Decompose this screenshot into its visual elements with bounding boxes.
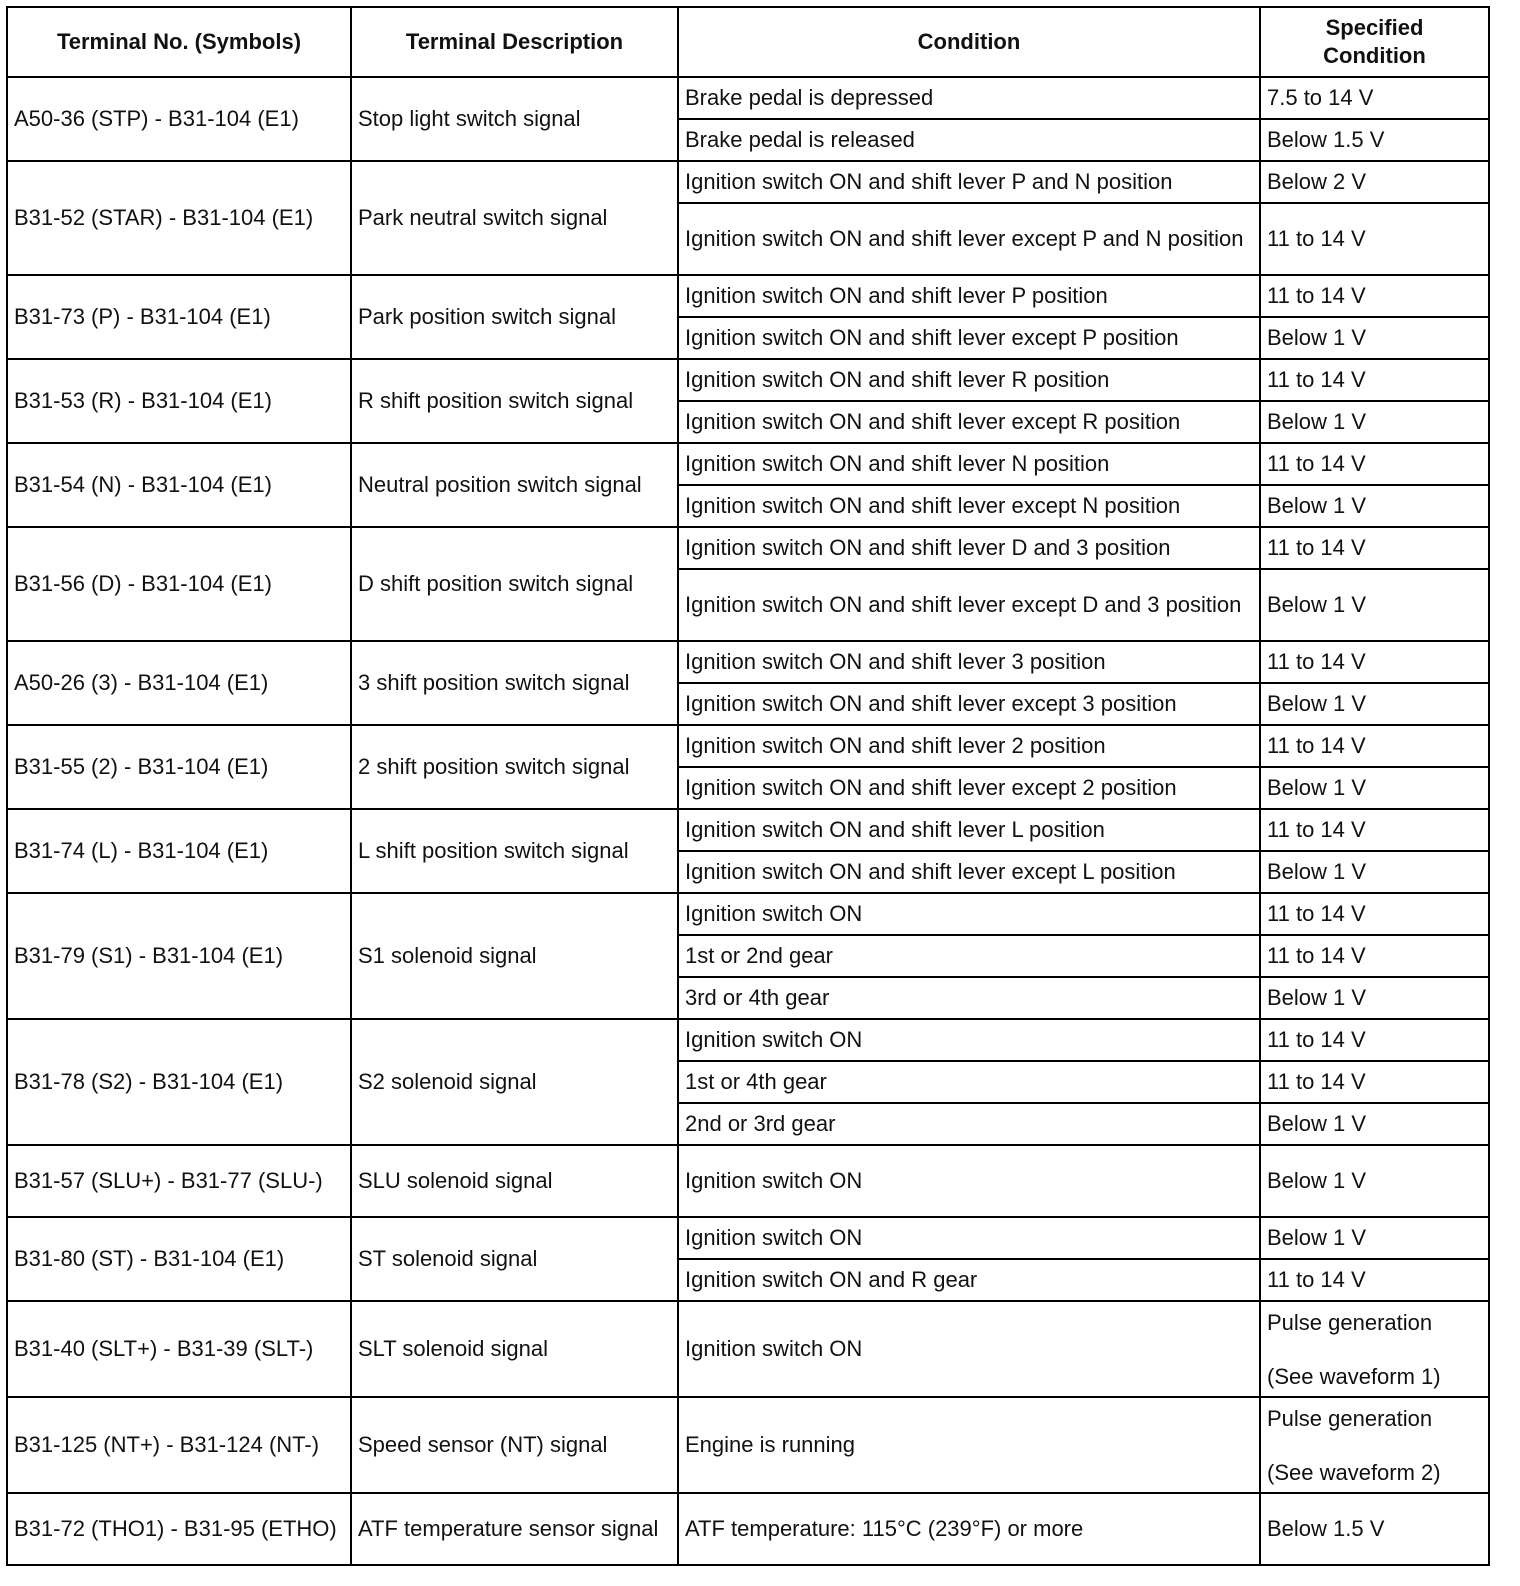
condition-cell: Ignition switch ON and shift lever except 2 position	[678, 767, 1260, 809]
header-condition: Condition	[678, 7, 1260, 77]
table-row	[7, 77, 1489, 119]
condition-cell: 3rd or 4th gear	[678, 977, 1260, 1019]
condition-cell: Ignition switch ON and shift lever except R position	[678, 401, 1260, 443]
specified-condition-cell: 11 to 14 V	[1260, 809, 1489, 851]
condition-cell: Ignition switch ON and shift lever except D and 3 position	[678, 569, 1260, 641]
condition-cell: 1st or 4th gear	[678, 1061, 1260, 1103]
description-cell: SLT solenoid signal	[351, 1301, 678, 1397]
table-row	[7, 359, 1489, 401]
condition-cell: Ignition switch ON and shift lever except P and N position	[678, 203, 1260, 275]
terminal-cell: B31-55 (2) - B31-104 (E1)	[7, 725, 351, 809]
terminal-cell: B31-79 (S1) - B31-104 (E1)	[7, 893, 351, 1019]
condition-cell: 1st or 2nd gear	[678, 935, 1260, 977]
condition-cell: Ignition switch ON and shift lever except P position	[678, 317, 1260, 359]
terminal-cell: B31-53 (R) - B31-104 (E1)	[7, 359, 351, 443]
terminal-cell: A50-36 (STP) - B31-104 (E1)	[7, 77, 351, 161]
description-cell: S1 solenoid signal	[351, 893, 678, 1019]
condition-cell: Engine is running	[678, 1397, 1260, 1493]
description-cell: Park neutral switch signal	[351, 161, 678, 275]
specified-condition-cell: Below 1.5 V	[1260, 1493, 1489, 1565]
terminal-cell: B31-40 (SLT+) - B31-39 (SLT-)	[7, 1301, 351, 1397]
specified-condition-cell: 11 to 14 V	[1260, 1061, 1489, 1103]
table-row	[7, 443, 1489, 485]
header-description: Terminal Description	[351, 7, 678, 77]
condition-cell: Ignition switch ON and shift lever except N position	[678, 485, 1260, 527]
condition-cell: Ignition switch ON and shift lever except 3 position	[678, 683, 1260, 725]
condition-cell: Brake pedal is released	[678, 119, 1260, 161]
condition-cell: Ignition switch ON and shift lever N position	[678, 443, 1260, 485]
table-row	[7, 1397, 1489, 1493]
table-row	[7, 1145, 1489, 1217]
terminal-cell: B31-125 (NT+) - B31-124 (NT-)	[7, 1397, 351, 1493]
specified-condition-cell: Below 1 V	[1260, 401, 1489, 443]
terminal-cell: A50-26 (3) - B31-104 (E1)	[7, 641, 351, 725]
table-row	[7, 161, 1489, 203]
description-cell: S2 solenoid signal	[351, 1019, 678, 1145]
table-row	[7, 275, 1489, 317]
table-row	[7, 1493, 1489, 1565]
condition-cell: Ignition switch ON and shift lever P position	[678, 275, 1260, 317]
terminal-cell: B31-74 (L) - B31-104 (E1)	[7, 809, 351, 893]
specified-condition-cell: 11 to 14 V	[1260, 1259, 1489, 1301]
condition-cell: Ignition switch ON and shift lever P and N position	[678, 161, 1260, 203]
terminal-cell: B31-73 (P) - B31-104 (E1)	[7, 275, 351, 359]
terminal-cell: B31-56 (D) - B31-104 (E1)	[7, 527, 351, 641]
specified-condition-cell: Below 1 V	[1260, 1217, 1489, 1259]
condition-cell: Ignition switch ON and shift lever 3 position	[678, 641, 1260, 683]
description-cell: Neutral position switch signal	[351, 443, 678, 527]
specified-condition-cell: 11 to 14 V	[1260, 527, 1489, 569]
description-cell: 3 shift position switch signal	[351, 641, 678, 725]
condition-cell: Ignition switch ON	[678, 1301, 1260, 1397]
specified-condition-cell: Below 1 V	[1260, 485, 1489, 527]
description-cell: R shift position switch signal	[351, 359, 678, 443]
description-cell: ATF temperature sensor signal	[351, 1493, 678, 1565]
condition-cell: Ignition switch ON and shift lever R position	[678, 359, 1260, 401]
condition-cell: Ignition switch ON and shift lever D and 3 position	[678, 527, 1260, 569]
description-cell: ST solenoid signal	[351, 1217, 678, 1301]
specified-condition-cell: Below 1 V	[1260, 767, 1489, 809]
spec-note: (See waveform 1)	[1267, 1363, 1441, 1389]
specified-condition-cell: 11 to 14 V	[1260, 275, 1489, 317]
condition-cell: Ignition switch ON and shift lever L position	[678, 809, 1260, 851]
specified-condition-cell: 11 to 14 V	[1260, 443, 1489, 485]
terminal-cell: B31-78 (S2) - B31-104 (E1)	[7, 1019, 351, 1145]
description-cell: Speed sensor (NT) signal	[351, 1397, 678, 1493]
table-row	[7, 809, 1489, 851]
spec-value: Pulse generation	[1267, 1405, 1433, 1431]
specified-condition-cell: Below 1 V	[1260, 1103, 1489, 1145]
condition-cell: Ignition switch ON	[678, 1145, 1260, 1217]
specified-condition-cell: 11 to 14 V	[1260, 893, 1489, 935]
spec-value: Pulse generation	[1267, 1309, 1433, 1335]
terminal-table-page	[6, 6, 1490, 1566]
spec-note: (See waveform 2)	[1267, 1459, 1441, 1485]
table-row	[7, 1301, 1489, 1397]
header-specified-condition: Specified Condition	[1260, 7, 1489, 77]
condition-cell: Ignition switch ON and R gear	[678, 1259, 1260, 1301]
table-row	[7, 641, 1489, 683]
specified-condition-cell: 7.5 to 14 V	[1260, 77, 1489, 119]
description-cell: 2 shift position switch signal	[351, 725, 678, 809]
specified-condition-cell: Below 2 V	[1260, 161, 1489, 203]
table-row	[7, 893, 1489, 935]
description-cell: Stop light switch signal	[351, 77, 678, 161]
condition-cell: Ignition switch ON and shift lever except L position	[678, 851, 1260, 893]
specified-condition-cell: Below 1 V	[1260, 1145, 1489, 1217]
condition-cell: 2nd or 3rd gear	[678, 1103, 1260, 1145]
terminal-cell: B31-80 (ST) - B31-104 (E1)	[7, 1217, 351, 1301]
specified-condition-cell: 11 to 14 V	[1260, 725, 1489, 767]
terminal-cell: B31-72 (THO1) - B31-95 (ETHO)	[7, 1493, 351, 1565]
specified-condition-cell: 11 to 14 V	[1260, 641, 1489, 683]
table-row	[7, 527, 1489, 569]
specified-condition-cell: Below 1 V	[1260, 977, 1489, 1019]
specified-condition-cell: Below 1 V	[1260, 851, 1489, 893]
condition-cell: Ignition switch ON	[678, 1217, 1260, 1259]
terminal-cell: B31-52 (STAR) - B31-104 (E1)	[7, 161, 351, 275]
specified-condition-cell: 11 to 14 V	[1260, 935, 1489, 977]
condition-cell: Brake pedal is depressed	[678, 77, 1260, 119]
table-row	[7, 1019, 1489, 1061]
table-row	[7, 725, 1489, 767]
condition-cell: Ignition switch ON	[678, 893, 1260, 935]
table-header	[7, 7, 1489, 77]
description-cell: L shift position switch signal	[351, 809, 678, 893]
header-row	[7, 7, 1489, 77]
description-cell: D shift position switch signal	[351, 527, 678, 641]
specified-condition-cell: Below 1.5 V	[1260, 119, 1489, 161]
terminal-cell: B31-57 (SLU+) - B31-77 (SLU-)	[7, 1145, 351, 1217]
specified-condition-cell: 11 to 14 V	[1260, 359, 1489, 401]
specified-condition-cell: Below 1 V	[1260, 317, 1489, 359]
condition-cell: Ignition switch ON and shift lever 2 position	[678, 725, 1260, 767]
terminal-cell: B31-54 (N) - B31-104 (E1)	[7, 443, 351, 527]
specified-condition-cell	[1260, 1301, 1489, 1397]
header-terminal: Terminal No. (Symbols)	[7, 7, 351, 77]
condition-cell: ATF temperature: 115°C (239°F) or more	[678, 1493, 1260, 1565]
specified-condition-cell	[1260, 1397, 1489, 1493]
specified-condition-cell: 11 to 14 V	[1260, 1019, 1489, 1061]
description-cell: Park position switch signal	[351, 275, 678, 359]
condition-cell: Ignition switch ON	[678, 1019, 1260, 1061]
specified-condition-cell: Below 1 V	[1260, 683, 1489, 725]
table-row	[7, 1217, 1489, 1259]
terminal-inspection-table	[6, 6, 1490, 1566]
table-body	[7, 77, 1489, 1565]
specified-condition-cell: Below 1 V	[1260, 569, 1489, 641]
specified-condition-cell: 11 to 14 V	[1260, 203, 1489, 275]
description-cell: SLU solenoid signal	[351, 1145, 678, 1217]
